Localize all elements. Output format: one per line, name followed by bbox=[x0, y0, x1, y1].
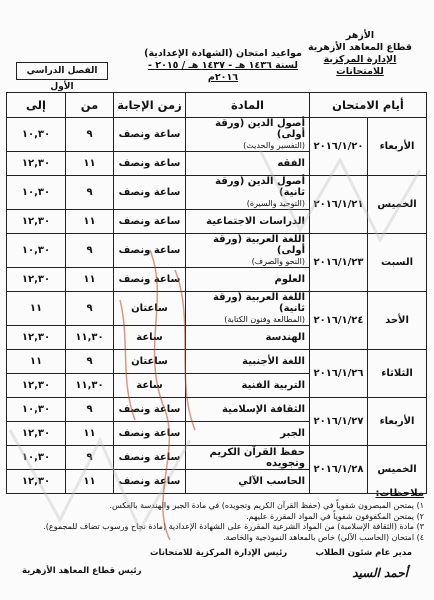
from-time-cell: ١١ bbox=[66, 422, 114, 446]
duration-cell: ساعتان bbox=[114, 350, 186, 374]
header-duration: زمن الإجابة bbox=[114, 93, 186, 118]
duration-cell: ساعة ونصف bbox=[114, 152, 186, 176]
from-time-cell: ٩ bbox=[66, 398, 114, 422]
signature-sector-head: رئيس قطاع المعاهد الأزهرية bbox=[22, 566, 142, 576]
table-row bbox=[7, 176, 427, 210]
header-from: من bbox=[66, 93, 114, 118]
duration-cell: ساعة ونصف bbox=[114, 234, 186, 268]
org-line-1: الأزهر bbox=[345, 30, 375, 41]
from-time-cell: ٩ bbox=[66, 234, 114, 268]
header-to: إلى bbox=[7, 93, 66, 118]
subject-cell bbox=[186, 374, 310, 398]
duration-cell: ساعة ونصف bbox=[114, 470, 186, 494]
note-item: ١) يمتحن المبصرون شفوياً في (حفظ القرآن الكريم وتجويده) في مادة الجبر والهندسة بالعكس. bbox=[109, 501, 424, 510]
subject-cell bbox=[186, 210, 310, 234]
signature-student-affairs: مدير عام شئون الطلاب bbox=[315, 548, 412, 558]
day-name-cell: الثلاثاء bbox=[368, 350, 427, 398]
day-date-cell: ٢٠١٦/١/٢٧ bbox=[310, 398, 368, 446]
to-time-cell: ١٠,٣٠ bbox=[7, 398, 66, 422]
subject-cell bbox=[186, 152, 310, 176]
from-time-cell: ١١ bbox=[66, 268, 114, 292]
to-time-cell: ١٢,٣٠ bbox=[7, 152, 66, 176]
day-name-cell: الأحد bbox=[368, 292, 427, 350]
from-time-cell: ١١,٣٠ bbox=[66, 374, 114, 398]
duration-cell: ساعة ونصف bbox=[114, 118, 186, 152]
to-time-cell: ١١ bbox=[7, 350, 66, 374]
subject-detail: (التوحيد والسيرة) bbox=[246, 199, 305, 208]
subject-name: الدراسات الاجتماعية bbox=[206, 216, 305, 227]
duration-cell: ساعة ونصف bbox=[114, 268, 186, 292]
duration-cell: ساعة ونصف bbox=[114, 176, 186, 210]
organization-block bbox=[300, 30, 420, 78]
subject-name: العلوم bbox=[274, 274, 305, 285]
from-time-cell: ١١,٣٠ bbox=[66, 326, 114, 350]
to-time-cell: ١٢,٣٠ bbox=[7, 268, 66, 292]
subject-name: الحاسب الآلي bbox=[238, 476, 305, 487]
subject-name: الجبر bbox=[280, 428, 305, 439]
subject-cell bbox=[186, 292, 310, 326]
duration-cell: ساعة ونصف bbox=[114, 422, 186, 446]
subject-name: أصول الدين (ورقة أولى) bbox=[215, 118, 305, 140]
subject-cell bbox=[186, 268, 310, 292]
to-time-cell: ١٢,٣٠ bbox=[7, 210, 66, 234]
duration-cell: ساعتان bbox=[114, 292, 186, 326]
table-row bbox=[7, 118, 427, 152]
table-header-row bbox=[7, 93, 427, 118]
to-time-cell: ١٠,٣٠ bbox=[7, 176, 66, 210]
subject-cell bbox=[186, 176, 310, 210]
day-name-cell: الأربعاء bbox=[368, 398, 427, 446]
to-time-cell: ١٠,٣٠ bbox=[7, 234, 66, 268]
signature-central-admin: رئيس الإدارة المركزية للامتحانات bbox=[150, 548, 288, 558]
duration-cell: ساعة ونصف bbox=[114, 398, 186, 422]
from-time-cell: ٩ bbox=[66, 292, 114, 326]
day-date-cell: ٢٠١٦/١/٢٦ bbox=[310, 350, 368, 398]
table-row bbox=[7, 398, 427, 422]
table-row bbox=[7, 292, 427, 326]
org-line-3: الإدارة المركزية للامتحانات bbox=[323, 54, 397, 77]
to-time-cell: ١١ bbox=[7, 292, 66, 326]
note-item: ٢) يمتحن المكفوفون شفوياً في المواد المقررة عليهم. bbox=[246, 511, 424, 521]
subject-name: الثقافة الإسلامية bbox=[222, 404, 305, 415]
table-row bbox=[7, 350, 427, 374]
day-date-cell: ٢٠١٦/١/٢٠ bbox=[310, 118, 368, 176]
to-time-cell: ١٢,٣٠ bbox=[7, 470, 66, 494]
org-line-2: قطاع المعاهد الأزهرية bbox=[308, 42, 412, 53]
subject-cell bbox=[186, 446, 310, 470]
note-item: ٣) مادة (الثقافة الإسلامية) من المواد الشرعية المقررة على الشهادة الإعدادية (مادة نجاح ورسوب تضاف للمجموع). bbox=[43, 522, 424, 531]
notes-section bbox=[10, 488, 424, 543]
from-time-cell: ٩ bbox=[66, 446, 114, 470]
subject-detail: (النحو والصرف) bbox=[251, 257, 305, 266]
from-time-cell: ٩ bbox=[66, 176, 114, 210]
subject-detail: (التفسير والحديث) bbox=[243, 141, 305, 150]
subject-name: اللغة الأجنبية bbox=[242, 356, 305, 367]
day-name-cell: الخميس bbox=[368, 176, 427, 234]
day-name-cell: الأربعاء bbox=[368, 118, 427, 176]
document-header bbox=[0, 0, 434, 92]
table-row bbox=[7, 234, 427, 268]
schedule-body bbox=[7, 118, 427, 494]
signature-handwritten: أحمد السيد bbox=[352, 566, 408, 580]
schedule-year: لسنة ١٤٣٦ هـ - ١٤٣٧ هـ / ٢٠١٥ - ٢٠١٦م bbox=[148, 60, 298, 83]
subject-cell bbox=[186, 118, 310, 152]
day-date-cell: ٢٠١٦/١/٢١ bbox=[310, 176, 368, 234]
subject-detail: (المطالعة وفنون الكتابة) bbox=[224, 315, 305, 324]
subject-cell bbox=[186, 350, 310, 374]
from-time-cell: ١١ bbox=[66, 470, 114, 494]
subject-cell bbox=[186, 326, 310, 350]
to-time-cell: ١٠,٣٠ bbox=[7, 446, 66, 470]
duration-cell: ساعة bbox=[114, 326, 186, 350]
day-name-cell: السبت bbox=[368, 234, 427, 292]
from-time-cell: ١١ bbox=[66, 210, 114, 234]
duration-cell: ساعة ونصف bbox=[114, 210, 186, 234]
subject-cell bbox=[186, 234, 310, 268]
subject-name: أصول الدين (ورقة ثانية) bbox=[215, 176, 305, 198]
from-time-cell: ١١ bbox=[66, 152, 114, 176]
subject-cell bbox=[186, 398, 310, 422]
day-date-cell: ٢٠١٦/١/٢٤ bbox=[310, 292, 368, 350]
subject-name: الفقه bbox=[277, 158, 305, 169]
to-time-cell: ١٢,٣٠ bbox=[7, 374, 66, 398]
to-time-cell: ١٠,٣٠ bbox=[7, 118, 66, 152]
subject-name: حفظ القرآن الكريم وتجويده bbox=[209, 446, 305, 469]
header-subject: المادة bbox=[186, 93, 310, 118]
subject-name: اللغة العربية (ورقة أولى) bbox=[212, 234, 305, 256]
subject-name: التربية الفنية bbox=[241, 380, 305, 391]
day-date-cell: ٢٠١٦/١/٢٣ bbox=[310, 234, 368, 292]
schedule-table bbox=[6, 92, 427, 494]
to-time-cell: ١٢,٣٠ bbox=[7, 326, 66, 350]
notes-title: ملاحظات: bbox=[375, 488, 424, 499]
to-time-cell: ١٢,٣٠ bbox=[7, 422, 66, 446]
duration-cell: ساعة ونصف bbox=[114, 446, 186, 470]
day-name-cell: الخميس bbox=[368, 446, 427, 494]
subject-name: اللغة العربية (ورقة ثانية) bbox=[212, 292, 305, 314]
subject-cell bbox=[186, 422, 310, 446]
subject-name: الهندسة bbox=[265, 332, 305, 343]
day-date-cell: ٢٠١٦/١/٢٨ bbox=[310, 446, 368, 494]
note-item: ٤) امتحان (الحاسب الآلي) خاص بالمعاهد النموذجية والخاصة. bbox=[223, 532, 424, 542]
title-block bbox=[138, 48, 308, 84]
duration-cell: ساعة bbox=[114, 374, 186, 398]
from-time-cell: ٩ bbox=[66, 350, 114, 374]
table-row bbox=[7, 446, 427, 470]
term-box: الفصل الدراسي الأول bbox=[16, 62, 108, 80]
schedule-title: مواعيد امتحان (الشهادة الإعدادية) bbox=[144, 48, 302, 59]
from-time-cell: ٩ bbox=[66, 118, 114, 152]
header-days: أيام الامتحان bbox=[310, 93, 427, 118]
